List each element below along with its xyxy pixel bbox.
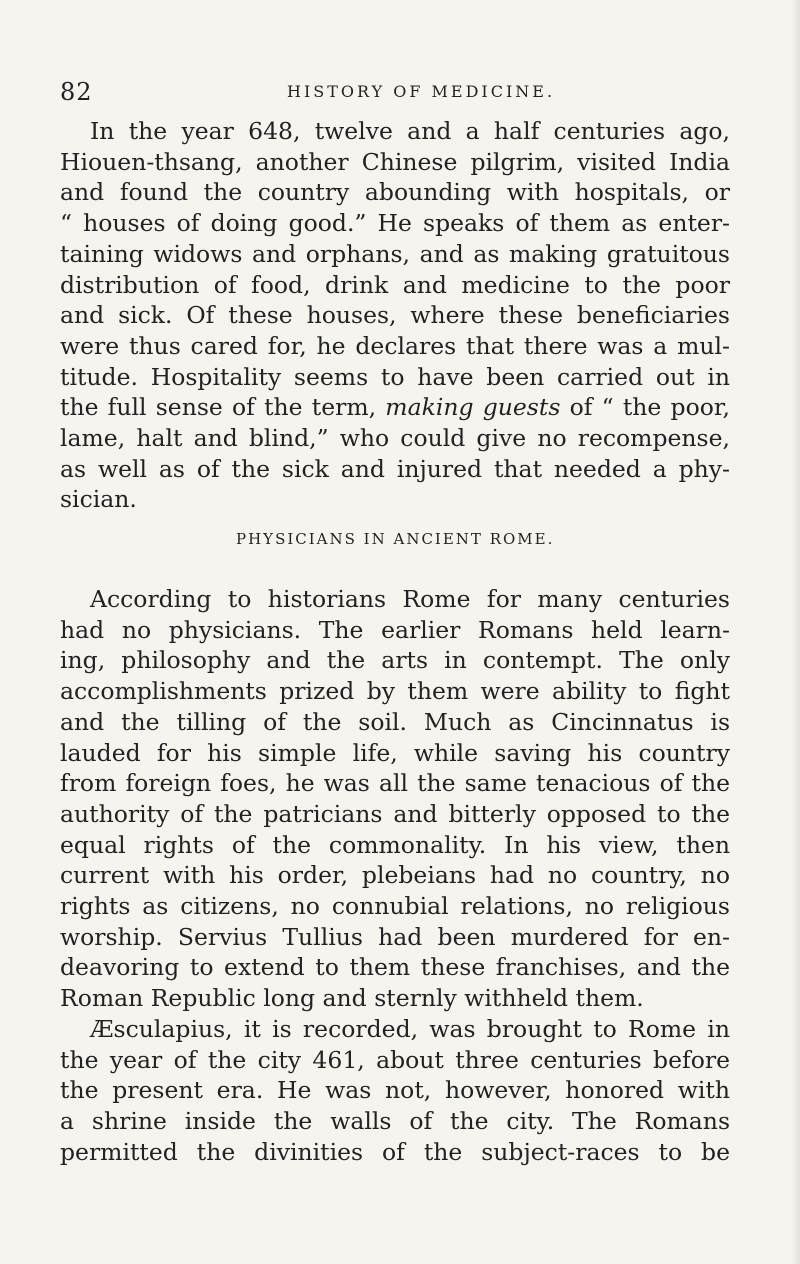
text-line: lauded for his simple life, while saving his country xyxy=(60,738,730,767)
text-line: deavoring to extend to them these franchises, and the xyxy=(60,953,730,982)
text-line: current with his order, plebeians had no country, no xyxy=(60,861,730,890)
paragraph-hiouen-thsang xyxy=(60,116,730,515)
text-line: the present era. He was not, however, honored with xyxy=(60,1076,730,1105)
italic-phrase: making guests xyxy=(385,393,561,422)
text-line: lame, halt and blind,” who could give no recompense, xyxy=(60,424,730,453)
text-line: titude. Hospitality seems to have been carried out in xyxy=(60,362,730,391)
text-line: as well as of the sick and injured that needed a phy- xyxy=(60,454,730,483)
text-run: the full sense of the term, xyxy=(60,393,386,422)
text-line: a shrine inside the walls of the city. The Romans xyxy=(60,1106,730,1135)
text-line: “ houses of doing good.” He speaks of them as enter- xyxy=(60,209,730,238)
text-line: distribution of food, drink and medicine to the poor xyxy=(60,270,730,299)
section-heading: PHYSICIANS IN ANCIENT ROME. xyxy=(236,530,555,548)
text-line: from foreign foes, he was all the same tenacious of the xyxy=(60,769,730,798)
text-line: worship. Servius Tullius had been murdered for en- xyxy=(60,922,730,951)
text-line: authority of the patricians and bitterly opposed to the xyxy=(60,799,730,828)
text-line: were thus cared for, he declares that there was a mul- xyxy=(60,331,730,360)
text-line: the year of the city 461, about three centuries before xyxy=(60,1045,730,1074)
text-line: had no physicians. The earlier Romans held learn- xyxy=(60,615,730,644)
text-line: In the year 648, twelve and a half centuries ago, xyxy=(90,117,730,145)
text-line: equal rights of the commonality. In his view, then xyxy=(60,830,730,859)
text-line: Æsculapius, it is recorded, was brought to Rome in xyxy=(90,1014,730,1043)
text-run: of “ the poor, xyxy=(560,393,730,422)
text-line: According to historians Rome for many centuries xyxy=(90,585,730,613)
text-line-with-italic xyxy=(60,392,730,423)
text-line: permitted the divinities of the subject-races to be xyxy=(60,1137,730,1166)
text-line: ing, philosophy and the arts in contempt. The only xyxy=(60,646,730,675)
running-title: HISTORY OF MEDICINE. xyxy=(287,82,556,101)
text-line: Hiouen-thsang, another Chinese pilgrim, visited India xyxy=(60,147,730,176)
text-line: accomplishments prized by them were ability to fight xyxy=(60,677,730,706)
text-line: sician. xyxy=(60,485,137,514)
text-line: taining widows and orphans, and as making gratuitous xyxy=(60,239,730,268)
text-line: rights as citizens, no connubial relations, no religious xyxy=(60,892,730,921)
text-line: Roman Republic long and sternly withheld them. xyxy=(60,984,644,1013)
text-line: and found the country abounding with hospitals, or xyxy=(60,178,730,207)
page-edge-shadow xyxy=(792,0,800,1264)
paragraph-ancient-rome xyxy=(60,584,730,1167)
page-number: 82 xyxy=(60,78,93,106)
text-line: and the tilling of the soil. Much as Cincinnatus is xyxy=(60,707,730,736)
text-line: and sick. Of these houses, where these beneficiaries xyxy=(60,301,730,330)
